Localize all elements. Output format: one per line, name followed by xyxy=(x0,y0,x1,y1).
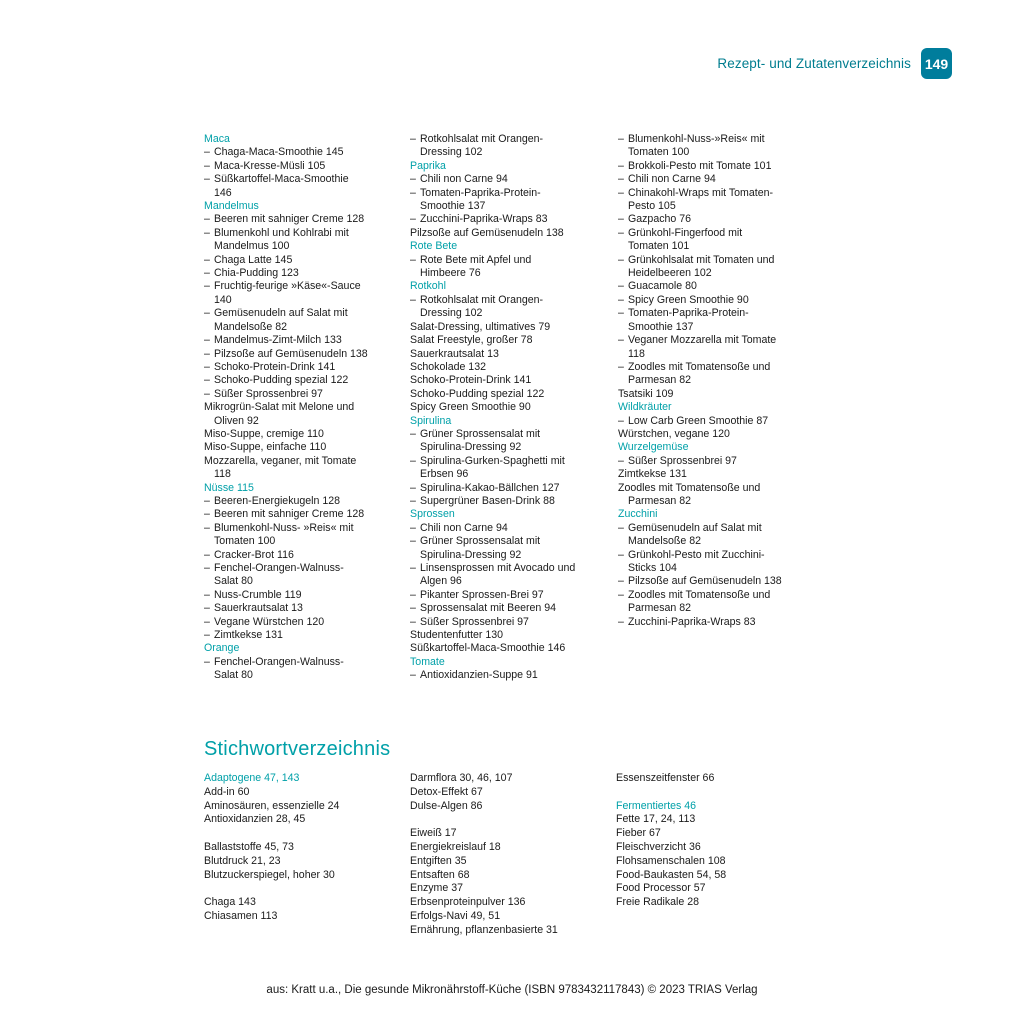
index-entry-continuation: Dressing 102 xyxy=(420,146,483,159)
index-entry-continuation: Sticks 104 xyxy=(628,562,677,574)
dash-icon: – xyxy=(204,508,210,521)
index-entry-text: Grünkohlsalat mit Tomaten und xyxy=(628,253,775,266)
dash-icon: – xyxy=(204,629,210,642)
dash-icon: – xyxy=(410,521,416,534)
index-entry-sub xyxy=(204,374,402,387)
keyword-entry: Antioxidanzien 28, 45 xyxy=(204,813,306,826)
index-entry-sub xyxy=(410,455,610,468)
index-entry-text: Low Carb Green Smoothie 87 xyxy=(628,414,769,427)
index-entry-heading: Rote Bete xyxy=(410,240,458,253)
index-entry-text: Beeren-Energiekugeln 128 xyxy=(214,494,341,507)
index-entry-sub xyxy=(618,307,836,320)
page-number-badge: 149 xyxy=(921,48,952,79)
index-entry-sub xyxy=(410,133,610,146)
index-entry-text: Blumenkohl-Nuss-»Reis« mit xyxy=(628,133,765,145)
keyword-index-title: Stichwortverzeichnis xyxy=(204,738,391,760)
dash-icon: – xyxy=(410,602,416,615)
index-entry: Miso-Suppe, einfache 110 xyxy=(204,441,327,454)
index-entry-text: Fenchel-Orangen-Walnuss- xyxy=(214,562,344,574)
dash-icon: – xyxy=(618,213,624,226)
index-entry-text: Fruchtig-feurige »Käse«-Sauce xyxy=(214,280,361,293)
index-entry-sub xyxy=(410,535,610,548)
page-header xyxy=(717,48,952,79)
index-entry-text: Pikanter Sprossen-Brei 97 xyxy=(420,588,544,601)
index-entry-sub xyxy=(618,575,836,588)
index-entry-text: Schoko-Pudding spezial 122 xyxy=(214,374,349,387)
index-entry-continuation: Erbsen 96 xyxy=(420,468,469,481)
keyword-entry: Enzyme 37 xyxy=(410,882,463,895)
index-entry: Studentenfutter 130 xyxy=(410,629,504,642)
index-entry-continuation: Oliven 92 xyxy=(214,414,259,427)
dash-icon: – xyxy=(204,347,210,360)
index-entry-continuation: 118 xyxy=(214,468,231,481)
dash-icon: – xyxy=(204,173,210,186)
index-entry-sub xyxy=(410,562,610,575)
index-entry-sub xyxy=(410,173,610,186)
index-entry-text: Chinakohl-Wraps mit Tomaten- xyxy=(628,186,774,199)
index-entry-continuation: Tomaten 100 xyxy=(628,146,690,159)
dash-icon: – xyxy=(618,226,624,239)
dash-icon: – xyxy=(204,267,210,280)
index-entry-sub xyxy=(204,656,402,669)
index-entry: Schokolade 132 xyxy=(410,360,486,373)
index-entry-sub xyxy=(618,254,836,267)
keyword-entry: Freie Radikale 28 xyxy=(616,896,700,909)
keyword-entry: Erbsenproteinpulver 136 xyxy=(410,896,526,909)
index-entry-text: Linsensprossen mit Avocado und xyxy=(420,562,576,574)
dash-icon: – xyxy=(410,133,416,145)
keyword-column-3 xyxy=(616,772,842,938)
index-entry-text: Pilzsoße auf Gemüsenudeln 138 xyxy=(214,347,368,360)
keyword-entry: Eiweiß 17 xyxy=(410,827,457,840)
index-entry-continuation: Parmesan 82 xyxy=(628,374,692,387)
dash-icon: – xyxy=(204,521,210,534)
index-entry-sub xyxy=(618,616,836,629)
index-entry-continuation: Salat 80 xyxy=(214,669,253,682)
index-entry-sub xyxy=(618,549,836,562)
index-entry-sub xyxy=(618,415,836,428)
index-entry-text: Supergrüner Basen-Drink 88 xyxy=(420,494,555,507)
index-entry: Salat Freestyle, großer 78 xyxy=(410,334,533,347)
dash-icon: – xyxy=(204,307,210,320)
index-entry: Sauerkrautsalat 13 xyxy=(410,347,499,360)
index-entry-sub xyxy=(204,334,402,347)
index-entry-text: Beeren mit sahniger Creme 128 xyxy=(214,213,365,226)
index-entry-heading: Nüsse 115 xyxy=(204,481,254,494)
index-entry-sub xyxy=(410,213,610,226)
keyword-entry: Entgiften 35 xyxy=(410,854,467,867)
keyword-column-1 xyxy=(204,772,410,938)
dash-icon: – xyxy=(204,494,210,507)
keyword-entry: Essenszeitfenster 66 xyxy=(616,772,715,784)
index-entry: Zimtkekse 131 xyxy=(618,468,687,481)
index-entry-sub xyxy=(618,455,836,468)
index-entry-sub xyxy=(618,187,836,200)
index-entry-text: Beeren mit sahniger Creme 128 xyxy=(214,508,365,521)
index-entry-sub xyxy=(204,589,402,602)
index-entry-sub xyxy=(204,602,402,615)
index-entry-sub xyxy=(410,616,610,629)
dash-icon: – xyxy=(410,562,416,574)
keyword-entry: Energiekreislauf 18 xyxy=(410,840,501,853)
index-entry-text: Süßer Sprossenbrei 97 xyxy=(214,387,323,400)
index-entry-sub xyxy=(410,294,610,307)
index-entry-sub xyxy=(618,294,836,307)
dash-icon: – xyxy=(410,669,416,682)
index-entry-continuation: Salat 80 xyxy=(214,575,253,588)
index-entry-text: Chili non Carne 94 xyxy=(420,173,508,186)
keyword-entry: Fieber 67 xyxy=(616,827,661,840)
index-entry-text: Nuss-Crumble 119 xyxy=(214,588,302,601)
dash-icon: – xyxy=(204,213,210,226)
dash-icon: – xyxy=(618,575,624,588)
index-entry-sub xyxy=(204,616,402,629)
index-entry-sub xyxy=(204,562,402,575)
dash-icon: – xyxy=(618,186,624,199)
index-entry-continuation: 140 xyxy=(214,293,232,306)
index-column-1 xyxy=(204,133,410,683)
dash-icon: – xyxy=(410,427,416,440)
index-entry-continuation: Dressing 102 xyxy=(420,307,483,320)
index-entry-text: Zoodles mit Tomatensoße und xyxy=(628,588,771,601)
keyword-entry: Blutzuckerspiegel, hoher 30 xyxy=(204,868,335,881)
dash-icon: – xyxy=(204,374,210,387)
keyword-entry: Fette 17, 24, 113 xyxy=(616,813,696,826)
index-entry-text: Guacamole 80 xyxy=(628,280,697,293)
dash-icon: – xyxy=(618,159,624,172)
keyword-entry: Food Processor 57 xyxy=(616,882,706,895)
index-entry-text: Süßer Sprossenbrei 97 xyxy=(628,454,737,467)
index-entry: Miso-Suppe, cremige 110 xyxy=(204,427,324,440)
index-entry: Tsatsiki 109 xyxy=(618,387,674,400)
dash-icon: – xyxy=(618,173,624,186)
dash-icon: – xyxy=(618,307,624,320)
dash-icon: – xyxy=(410,293,416,306)
index-entry-continuation: 118 xyxy=(628,347,645,360)
keyword-entry: Fleischverzicht 36 xyxy=(616,840,701,853)
index-entry-text: Chaga Latte 145 xyxy=(214,253,293,266)
dash-icon: – xyxy=(204,159,210,172)
keyword-entry: Flohsamenschalen 108 xyxy=(616,854,726,867)
index-entry-text: Zucchini-Paprika-Wraps 83 xyxy=(628,615,756,628)
index-entry-sub xyxy=(618,361,836,374)
index-entry-continuation: Himbeere 76 xyxy=(420,267,481,280)
index-entry-sub xyxy=(618,334,836,347)
index-entry-continuation: Algen 96 xyxy=(420,575,462,588)
index-entry-text: Rote Bete mit Apfel und xyxy=(420,253,532,266)
index-entry: Schoko-Pudding spezial 122 xyxy=(410,387,545,400)
page-footer: aus: Kratt u.a., Die gesunde Mikronährstoff-Küche (ISBN 9783432117843) © 2023 TRIAS Verlag xyxy=(266,984,758,996)
index-entry-text: Chia-Pudding 123 xyxy=(214,267,299,280)
index-entry-sub xyxy=(410,589,610,602)
index-entry-text: Grünkohl-Fingerfood mit xyxy=(628,226,743,239)
index-entry-text: Grüner Sprossensalat mit xyxy=(420,535,541,548)
index-entry-continuation: Heidelbeeren 102 xyxy=(628,267,712,280)
dash-icon: – xyxy=(618,253,624,266)
keyword-entry: Dulse-Algen 86 xyxy=(410,799,483,812)
index-entry-continuation: Spirulina-Dressing 92 xyxy=(420,441,522,454)
index-entry-text: Tomaten-Paprika-Protein- xyxy=(628,307,749,320)
index-entry-text: Rotkohlsalat mit Orangen- xyxy=(420,133,544,145)
index-entry-text: Cracker-Brot 116 xyxy=(214,548,294,561)
index-entry-text: Blumenkohl-Nuss- »Reis« mit xyxy=(214,521,354,534)
index-entry-text: Süßer Sprossenbrei 97 xyxy=(420,615,529,628)
index-entry-continuation: Parmesan 82 xyxy=(628,494,692,507)
index-entry-text: Brokkoli-Pesto mit Tomate 101 xyxy=(628,159,772,172)
dash-icon: – xyxy=(618,280,624,293)
index-entry-text: Gazpacho 76 xyxy=(628,213,692,226)
index-entry-heading: Maca xyxy=(204,133,230,145)
index-entry-text: Zimtkekse 131 xyxy=(214,629,283,642)
dash-icon: – xyxy=(204,655,210,668)
keyword-entry: Entsaften 68 xyxy=(410,868,470,881)
index-entry-sub xyxy=(204,549,402,562)
index-entry-text: Schoko-Protein-Drink 141 xyxy=(214,360,336,373)
dash-icon: – xyxy=(204,615,210,628)
index-entry-continuation: Mandelmus 100 xyxy=(214,240,290,253)
keyword-entry: Darmflora 30, 46, 107 xyxy=(410,772,513,784)
index-entry: Zoodles mit Tomatensoße und xyxy=(618,481,761,494)
index-entry-text: Grünkohl-Pesto mit Zucchini- xyxy=(628,548,765,561)
index-entry-sub xyxy=(618,213,836,226)
index-entry: Mikrogrün-Salat mit Melone und xyxy=(204,401,355,414)
index-entry-sub xyxy=(618,173,836,186)
dash-icon: – xyxy=(204,146,210,159)
index-entry-continuation: Spirulina-Dressing 92 xyxy=(420,548,522,561)
dash-icon: – xyxy=(204,548,210,561)
keyword-entry: Blutdruck 21, 23 xyxy=(204,854,281,867)
index-entry-sub xyxy=(618,522,836,535)
dash-icon: – xyxy=(410,253,416,266)
index-spacer xyxy=(616,786,834,800)
dash-icon: – xyxy=(618,588,624,601)
index-entry-text: Veganer Mozzarella mit Tomate xyxy=(628,334,777,347)
dash-icon: – xyxy=(618,334,624,347)
dash-icon: – xyxy=(410,173,416,186)
index-entry-sub xyxy=(204,307,402,320)
dash-icon: – xyxy=(204,253,210,266)
index-entry-heading: Spirulina xyxy=(410,414,452,427)
dash-icon: – xyxy=(618,133,624,145)
index-entry-sub xyxy=(204,213,402,226)
index-entry-text: Chili non Carne 94 xyxy=(628,173,716,186)
keyword-entry-heading: Adaptogene 47, 143 xyxy=(204,772,300,784)
index-entry-continuation: Mandelsoße 82 xyxy=(628,535,702,548)
index-entry-text: Pilzsoße auf Gemüsenudeln 138 xyxy=(628,575,782,588)
header-title: Rezept- und Zutatenverzeichnis xyxy=(717,56,911,71)
index-entry-continuation: 146 xyxy=(214,186,232,199)
index-spacer xyxy=(204,882,402,896)
dash-icon: – xyxy=(410,481,416,494)
index-entry-text: Zucchini-Paprika-Wraps 83 xyxy=(420,213,548,226)
index-entry-sub xyxy=(204,495,402,508)
index-entry-heading: Zucchini xyxy=(618,508,658,521)
index-entry-text: Rotkohlsalat mit Orangen- xyxy=(420,293,544,306)
keyword-entry: Food-Baukasten 54, 58 xyxy=(616,868,727,881)
index-entry: Spicy Green Smoothie 90 xyxy=(410,401,531,414)
dash-icon: – xyxy=(410,615,416,628)
index-entry-continuation: Smoothie 137 xyxy=(628,320,694,333)
index-entry-text: Gemüsenudeln auf Salat mit xyxy=(628,521,762,534)
keyword-entry: Add-in 60 xyxy=(204,785,250,798)
index-entry-sub xyxy=(618,160,836,173)
index-entry-continuation: Parmesan 82 xyxy=(628,602,692,615)
keyword-entry: Aminosäuren, essenzielle 24 xyxy=(204,799,340,812)
index-entry-sub xyxy=(410,482,610,495)
index-entry-sub xyxy=(204,629,402,642)
index-entry-heading: Orange xyxy=(204,642,240,655)
dash-icon: – xyxy=(204,280,210,293)
index-entry-continuation: Mandelsoße 82 xyxy=(214,320,288,333)
index-entry-text: Antioxidanzien-Suppe 91 xyxy=(420,669,538,682)
dash-icon: – xyxy=(618,521,624,534)
index-entry-sub xyxy=(204,280,402,293)
index-entry-continuation: Tomaten 101 xyxy=(628,240,690,253)
index-entry-sub xyxy=(204,227,402,240)
index-entry: Süßkartoffel-Maca-Smoothie 146 xyxy=(410,642,566,655)
index-entry-text: Sauerkrautsalat 13 xyxy=(214,602,303,615)
keyword-entry: Erfolgs-Navi 49, 51 xyxy=(410,909,501,922)
index-entry-sub xyxy=(204,361,402,374)
index-column-3 xyxy=(618,133,844,683)
index-entry-text: Tomaten-Paprika-Protein- xyxy=(420,186,541,199)
dash-icon: – xyxy=(204,602,210,615)
index-entry-text: Fenchel-Orangen-Walnuss- xyxy=(214,655,344,668)
index-entry-sub xyxy=(410,187,610,200)
index-entry-heading: Paprika xyxy=(410,159,446,172)
index-entry-text: Mandelmus-Zimt-Milch 133 xyxy=(214,334,342,347)
dash-icon: – xyxy=(618,454,624,467)
dash-icon: – xyxy=(618,548,624,561)
dash-icon: – xyxy=(410,588,416,601)
index-entry-sub xyxy=(204,267,402,280)
index-entry-text: Chaga-Maca-Smoothie 145 xyxy=(214,146,344,159)
dash-icon: – xyxy=(410,454,416,467)
index-spacer xyxy=(410,813,608,827)
index-entry-sub xyxy=(410,602,610,615)
dash-icon: – xyxy=(410,494,416,507)
index-entry-text: Spirulina-Kakao-Bällchen 127 xyxy=(420,481,560,494)
keyword-entry: Chaga 143 xyxy=(204,896,256,909)
index-entry-sub xyxy=(204,348,402,361)
index-entry-sub xyxy=(204,146,402,159)
dash-icon: – xyxy=(204,562,210,574)
index-entry-sub xyxy=(204,160,402,173)
index-entry-sub xyxy=(410,254,610,267)
index-entry-sub xyxy=(204,388,402,401)
recipe-index xyxy=(204,133,844,683)
index-entry-text: Zoodles mit Tomatensoße und xyxy=(628,360,771,373)
index-entry-sub xyxy=(410,495,610,508)
index-entry-continuation: Pesto 105 xyxy=(628,200,676,213)
dash-icon: – xyxy=(618,414,624,427)
index-entry-sub xyxy=(618,589,836,602)
index-entry-text: Gemüsenudeln auf Salat mit xyxy=(214,307,348,320)
index-entry-sub xyxy=(204,254,402,267)
index-entry: Würstchen, vegane 120 xyxy=(618,427,730,440)
dash-icon: – xyxy=(204,588,210,601)
dash-icon: – xyxy=(204,226,210,239)
dash-icon: – xyxy=(618,360,624,373)
index-entry-sub xyxy=(618,227,836,240)
index-entry-heading: Wurzelgemüse xyxy=(618,441,689,454)
index-entry: Pilzsoße auf Gemüsenudeln 138 xyxy=(410,226,564,239)
index-entry-sub xyxy=(618,280,836,293)
dash-icon: – xyxy=(204,387,210,400)
dash-icon: – xyxy=(204,334,210,347)
index-entry-heading: Mandelmus xyxy=(204,200,259,213)
keyword-entry: Detox-Effekt 67 xyxy=(410,785,483,798)
keyword-entry: Ernährung, pflanzenbasierte 31 xyxy=(410,923,558,936)
index-entry-heading: Sprossen xyxy=(410,508,455,521)
keyword-entry: Ballaststoffe 45, 73 xyxy=(204,840,294,853)
index-entry-continuation: Tomaten 100 xyxy=(214,535,276,548)
index-entry-text: Grüner Sprossensalat mit xyxy=(420,427,541,440)
dash-icon: – xyxy=(618,293,624,306)
index-entry-sub xyxy=(618,133,836,146)
index-entry: Salat-Dressing, ultimatives 79 xyxy=(410,320,551,333)
index-entry: Mozzarella, veganer, mit Tomate xyxy=(204,454,357,467)
index-entry: Schoko-Protein-Drink 141 xyxy=(410,374,532,387)
dash-icon: – xyxy=(204,360,210,373)
index-spacer xyxy=(204,827,402,841)
keyword-column-2 xyxy=(410,772,616,938)
index-column-2 xyxy=(410,133,618,683)
index-entry-heading: Tomate xyxy=(410,655,445,668)
index-entry-sub xyxy=(410,669,610,682)
index-entry-sub xyxy=(204,522,402,535)
dash-icon: – xyxy=(410,186,416,199)
index-entry-text: Spirulina-Gurken-Spaghetti mit xyxy=(420,454,565,467)
dash-icon: – xyxy=(618,615,624,628)
index-entry-sub xyxy=(204,508,402,521)
index-entry-continuation: Smoothie 137 xyxy=(420,200,486,213)
index-entry-text: Chili non Carne 94 xyxy=(420,521,508,534)
index-entry-sub xyxy=(410,522,610,535)
index-entry-text: Spicy Green Smoothie 90 xyxy=(628,293,749,306)
keyword-entry-heading: Fermentiertes 46 xyxy=(616,799,697,812)
index-entry-text: Sprossensalat mit Beeren 94 xyxy=(420,602,557,615)
dash-icon: – xyxy=(410,535,416,548)
index-entry-heading: Rotkohl xyxy=(410,280,446,293)
index-entry-sub xyxy=(204,173,402,186)
keyword-index xyxy=(204,772,844,938)
index-entry-text: Süßkartoffel-Maca-Smoothie xyxy=(214,173,349,186)
dash-icon: – xyxy=(410,213,416,226)
index-entry-sub xyxy=(410,428,610,441)
keyword-entry: Chiasamen 113 xyxy=(204,909,278,922)
index-entry-text: Maca-Kresse-Müsli 105 xyxy=(214,159,326,172)
index-entry-text: Vegane Würstchen 120 xyxy=(214,615,325,628)
index-entry-text: Blumenkohl und Kohlrabi mit xyxy=(214,226,349,239)
index-entry-heading: Wildkräuter xyxy=(618,401,672,414)
